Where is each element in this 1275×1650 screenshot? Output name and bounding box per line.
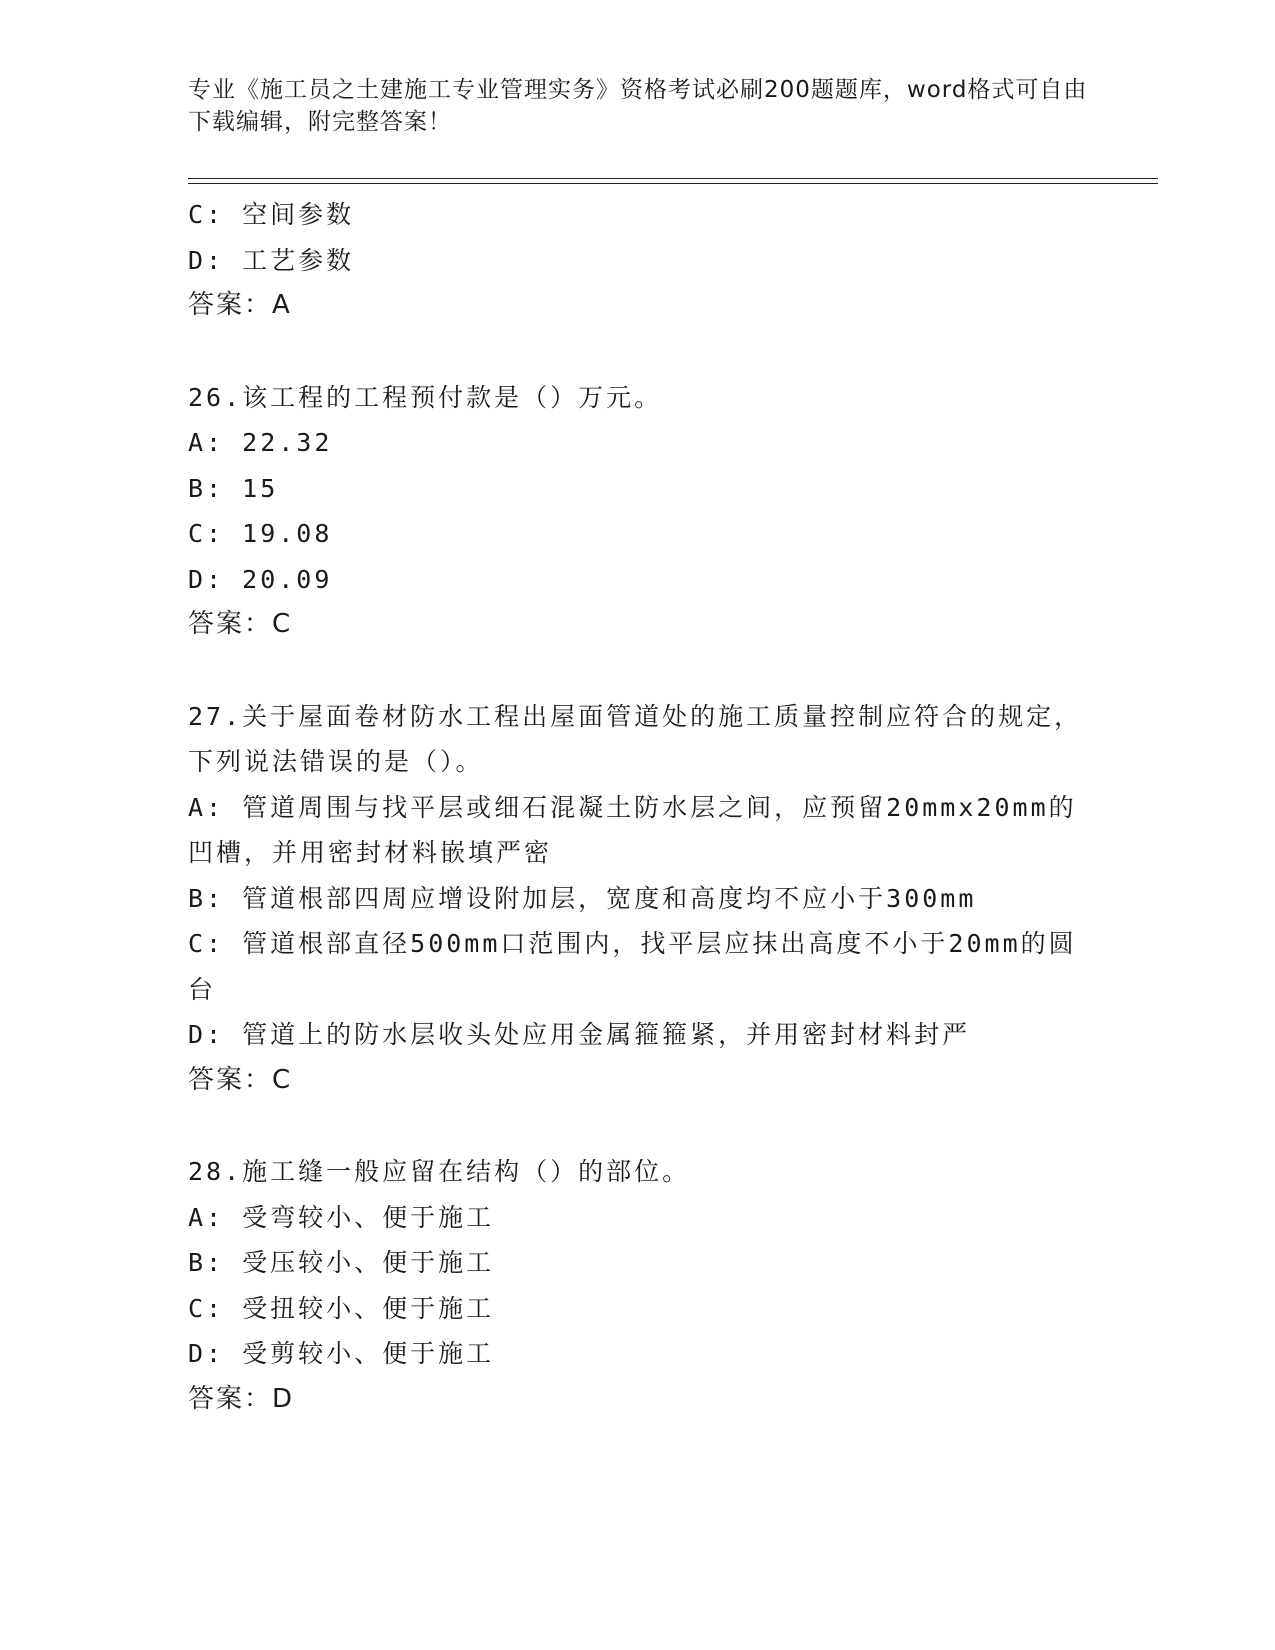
option-d: D: 工艺参数 bbox=[188, 245, 355, 275]
answer: 答案：D bbox=[188, 1383, 295, 1414]
option-b: B: 15 bbox=[188, 473, 279, 503]
option-c: C: 受扭较小、便于施工 bbox=[188, 1293, 495, 1323]
question-27 bbox=[188, 694, 1088, 1104]
question-25-fragment bbox=[188, 192, 1088, 329]
question-28 bbox=[188, 1149, 1088, 1422]
option-c: C: 空间参数 bbox=[188, 200, 355, 229]
answer: 答案：C bbox=[188, 1064, 293, 1095]
header-rule-top bbox=[188, 178, 1158, 179]
option-a: A: 管道周围与找平层或细石混凝土防水层之间，应预留20mmx20mm的凹槽，并用密封材料嵌填严密 bbox=[188, 792, 1077, 867]
header-rule-bottom bbox=[188, 183, 1158, 184]
question-text: 26.该工程的工程预付款是（）万元。 bbox=[188, 382, 663, 412]
question-26 bbox=[188, 375, 1088, 648]
option-d: D: 管道上的防水层收头处应用金属箍箍紧，并用密封材料封严 bbox=[188, 1020, 971, 1049]
answer: 答案：C bbox=[188, 609, 293, 639]
option-a: A: 22.32 bbox=[188, 428, 333, 457]
option-c: C: 19.08 bbox=[188, 519, 333, 548]
option-d: D: 受剪较小、便于施工 bbox=[188, 1339, 495, 1368]
option-b: B: 受压较小、便于施工 bbox=[188, 1248, 495, 1277]
question-text: 27.关于屋面卷材防水工程出屋面管道处的施工质量控制应符合的规定，下列说法错误的是（）。 bbox=[188, 701, 1083, 776]
option-b: B: 管道根部四周应增设附加层，宽度和高度均不应小于300mm bbox=[188, 883, 977, 913]
question-list bbox=[188, 192, 1088, 1422]
document-header: 专业《施工员之土建施工专业管理实务》资格考试必刷200题题库，word格式可自由下载编辑，附完整答案！ bbox=[188, 77, 1088, 135]
option-c: C: 管道根部直径500mm口范围内，找平层应抹出高度不小于20mm的圆台 bbox=[188, 929, 1077, 1004]
answer: 答案：A bbox=[188, 290, 292, 320]
option-a: A: 受弯较小、便于施工 bbox=[188, 1202, 495, 1232]
question-text: 28.施工缝一般应留在结构（）的部位。 bbox=[188, 1157, 691, 1186]
option-d: D: 20.09 bbox=[188, 564, 333, 594]
